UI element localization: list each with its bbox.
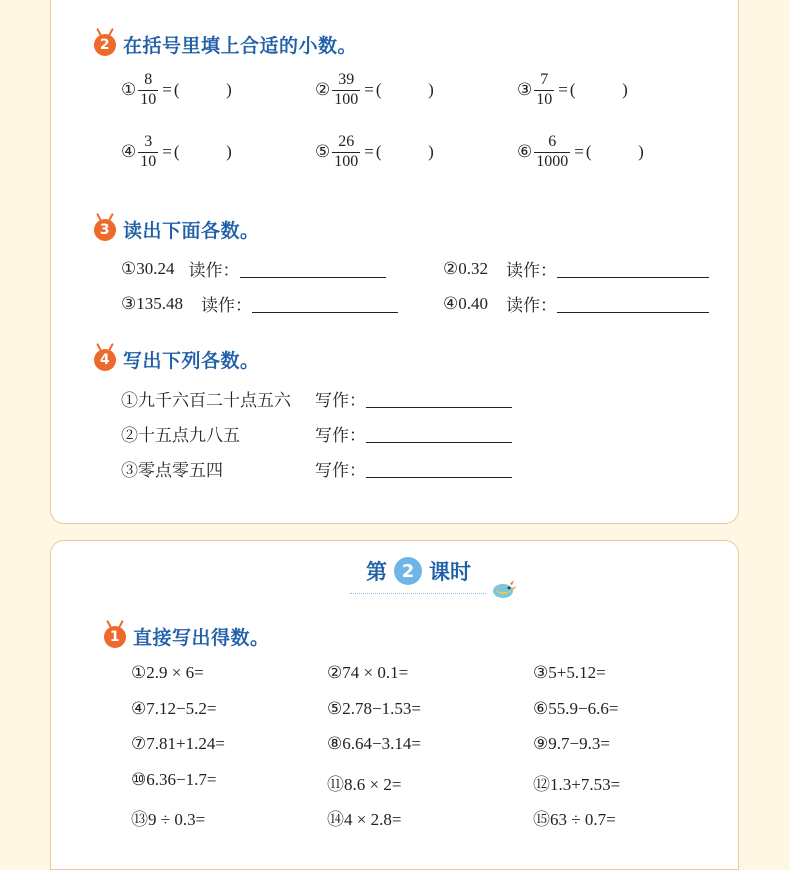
fraction-item-number: ⑥ bbox=[517, 142, 533, 162]
left-paren: ( bbox=[375, 142, 382, 162]
fraction-numerator: 3 bbox=[144, 133, 153, 150]
fraction bbox=[534, 134, 570, 171]
left-paren: ( bbox=[375, 80, 382, 100]
left-paren: ( bbox=[585, 142, 592, 162]
lesson-underline bbox=[350, 593, 486, 594]
read-item-2 bbox=[443, 256, 709, 281]
right-paren: ) bbox=[638, 142, 644, 162]
equals-sign: = bbox=[574, 142, 584, 162]
write-item-1-answer-line[interactable] bbox=[366, 389, 512, 408]
right-paren: ) bbox=[622, 80, 628, 100]
answer-parentheses[interactable] bbox=[570, 80, 628, 100]
calc-item-15: ⑮63 ÷ 0.7= bbox=[533, 810, 616, 829]
fraction-item-number: ① bbox=[121, 80, 137, 100]
fraction-item-number: ② bbox=[315, 80, 331, 100]
calc-item-10: ⑩6.36−1.7= bbox=[131, 770, 217, 789]
fraction-item-1 bbox=[121, 72, 232, 109]
write-item-2-prompt: 写作： bbox=[315, 426, 366, 445]
fraction-numerator: 26 bbox=[338, 133, 355, 150]
left-paren: ( bbox=[173, 142, 180, 162]
equals-sign: = bbox=[364, 80, 374, 100]
fraction-item-4 bbox=[121, 134, 232, 171]
read-item-3-answer-line[interactable] bbox=[252, 294, 398, 313]
equals-sign: = bbox=[558, 80, 568, 100]
calc-item-13: ⑬9 ÷ 0.3= bbox=[131, 810, 206, 829]
read-item-2-prompt: 读作： bbox=[506, 261, 557, 280]
write-item-2-label: ②十五点九八五 bbox=[121, 426, 240, 445]
answer-parentheses[interactable] bbox=[376, 80, 434, 100]
calc-item-7: ⑦7.81+1.24= bbox=[131, 734, 225, 753]
section-1-badge: 1 bbox=[104, 626, 126, 648]
fraction bbox=[332, 72, 360, 109]
equals-sign: = bbox=[162, 80, 172, 100]
section-2-heading: 在括号里填上合适的小数。 bbox=[123, 35, 358, 57]
right-paren: ) bbox=[428, 80, 434, 100]
write-item-2-answer-line[interactable] bbox=[366, 424, 512, 443]
fraction-denominator: 10 bbox=[536, 90, 553, 108]
section-3-title bbox=[94, 216, 260, 243]
right-paren: ) bbox=[226, 80, 232, 100]
fraction-item-3 bbox=[517, 72, 628, 109]
answer-parentheses[interactable] bbox=[586, 142, 644, 162]
fraction-denominator: 1000 bbox=[536, 152, 569, 170]
section-2-title bbox=[94, 31, 357, 58]
lesson-header bbox=[366, 556, 471, 586]
fraction-denominator: 10 bbox=[140, 152, 157, 170]
section-3-heading: 读出下面各数。 bbox=[123, 220, 260, 242]
fraction bbox=[332, 134, 360, 171]
fraction-item-2 bbox=[315, 72, 434, 109]
read-item-3-prompt: 读作： bbox=[201, 296, 252, 315]
fraction-item-6 bbox=[517, 134, 644, 171]
lesson-number: 2 bbox=[394, 557, 422, 585]
lesson-suffix: 课时 bbox=[429, 560, 471, 584]
fraction-denominator: 10 bbox=[140, 90, 157, 108]
fraction bbox=[138, 72, 158, 109]
calc-item-3: ③5+5.12= bbox=[533, 663, 606, 682]
read-item-4 bbox=[443, 291, 709, 316]
fraction bbox=[138, 134, 158, 171]
calc-item-11: ⑪8.6 × 2= bbox=[327, 775, 402, 794]
calc-item-12: ⑫1.3+7.53= bbox=[533, 775, 621, 794]
answer-parentheses[interactable] bbox=[174, 142, 232, 162]
write-item-1 bbox=[121, 386, 512, 411]
calc-item-4: ④7.12−5.2= bbox=[131, 699, 217, 718]
calc-item-14: ⑭4 × 2.8= bbox=[327, 810, 402, 829]
calc-item-6: ⑥55.9−6.6= bbox=[533, 699, 619, 718]
right-paren: ) bbox=[428, 142, 434, 162]
read-item-4-number: ④0.40 bbox=[443, 293, 488, 313]
write-item-2 bbox=[121, 421, 512, 446]
calc-item-8: ⑧6.64−3.14= bbox=[327, 734, 421, 753]
equals-sign: = bbox=[162, 142, 172, 162]
fraction-numerator: 8 bbox=[144, 71, 153, 88]
lesson-prefix: 第 bbox=[366, 560, 387, 584]
write-item-3-label: ③零点零五四 bbox=[121, 461, 223, 480]
section-2-badge: 2 bbox=[94, 34, 116, 56]
bird-icon bbox=[490, 578, 520, 600]
section-3-badge: 3 bbox=[94, 219, 116, 241]
calc-item-1: ①2.9 × 6= bbox=[131, 663, 204, 682]
fraction-numerator: 7 bbox=[540, 71, 549, 88]
left-paren: ( bbox=[569, 80, 576, 100]
equals-sign: = bbox=[364, 142, 374, 162]
write-item-3 bbox=[121, 456, 512, 481]
write-item-3-answer-line[interactable] bbox=[366, 459, 512, 478]
left-paren: ( bbox=[173, 80, 180, 100]
answer-parentheses[interactable] bbox=[174, 80, 232, 100]
read-item-3-number: ③135.48 bbox=[121, 293, 183, 313]
write-item-1-label: ①九千六百二十点五六 bbox=[121, 391, 291, 410]
section-4-title bbox=[94, 346, 260, 373]
fraction-numerator: 6 bbox=[548, 133, 557, 150]
read-item-1-answer-line[interactable] bbox=[240, 259, 386, 278]
read-item-1-number: ①30.24 bbox=[121, 258, 175, 278]
calc-item-2: ②74 × 0.1= bbox=[327, 663, 409, 682]
read-item-2-answer-line[interactable] bbox=[557, 259, 709, 278]
write-item-1-prompt: 写作： bbox=[315, 391, 366, 410]
calc-item-5: ⑤2.78−1.53= bbox=[327, 699, 421, 718]
read-item-4-answer-line[interactable] bbox=[557, 294, 709, 313]
read-item-1 bbox=[121, 256, 386, 281]
read-item-1-prompt: 读作： bbox=[188, 261, 240, 280]
fraction bbox=[534, 72, 554, 109]
read-item-3 bbox=[121, 291, 398, 316]
calc-item-9: ⑨9.7−9.3= bbox=[533, 734, 610, 753]
section-4-heading: 写出下列各数。 bbox=[123, 350, 260, 372]
section-4-badge: 4 bbox=[94, 349, 116, 371]
read-item-2-number: ②0.32 bbox=[443, 258, 488, 278]
section-1-heading: 直接写出得数。 bbox=[133, 627, 270, 649]
right-paren: ) bbox=[226, 142, 232, 162]
section-1-title bbox=[104, 623, 270, 650]
fraction-denominator: 100 bbox=[334, 152, 359, 170]
write-item-3-prompt: 写作： bbox=[315, 461, 366, 480]
fraction-item-number: ⑤ bbox=[315, 142, 331, 162]
fraction-numerator: 39 bbox=[338, 71, 355, 88]
answer-parentheses[interactable] bbox=[376, 142, 434, 162]
fraction-item-number: ③ bbox=[517, 80, 533, 100]
fraction-item-5 bbox=[315, 134, 434, 171]
fraction-denominator: 100 bbox=[334, 90, 359, 108]
fraction-item-number: ④ bbox=[121, 142, 137, 162]
read-item-4-prompt: 读作： bbox=[506, 296, 557, 315]
